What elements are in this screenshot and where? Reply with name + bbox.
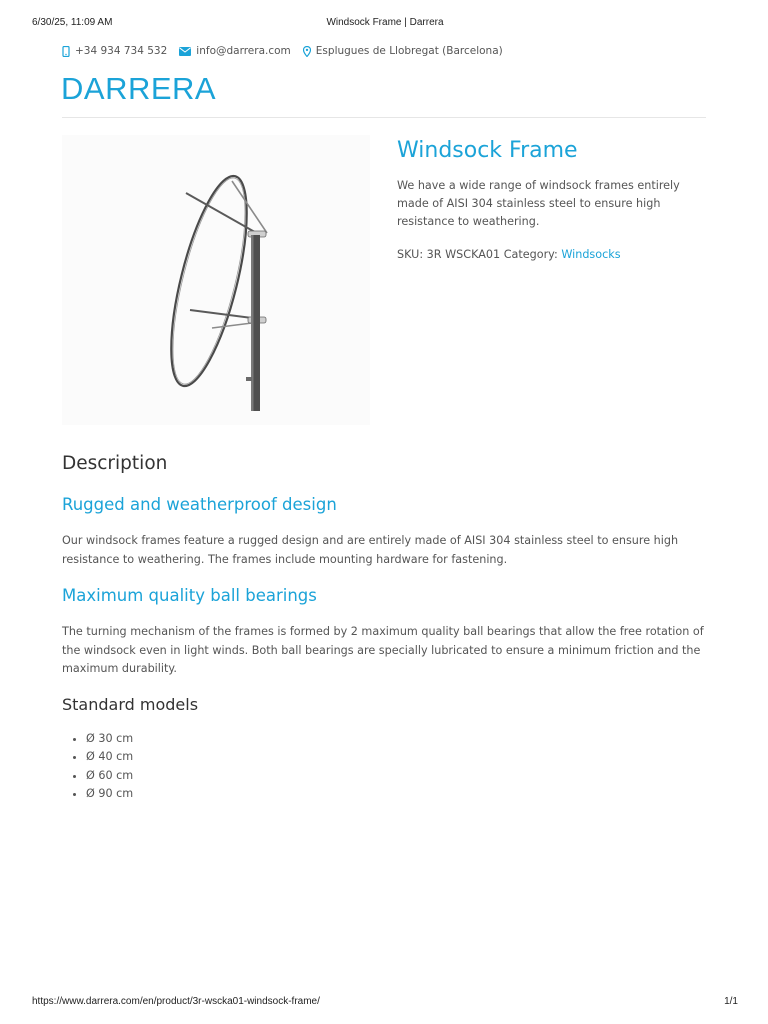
sku-value: 3R WSCKA01	[426, 248, 501, 261]
product-short-description: We have a wide range of windsock frames entirely made of AISI 304 stainless steel to ensure high resistance to weathering.	[397, 179, 680, 228]
product-summary	[397, 137, 709, 263]
map-marker-icon	[303, 46, 311, 57]
product-meta	[397, 247, 709, 263]
product-image[interactable]	[62, 135, 370, 425]
contact-bar	[62, 43, 515, 59]
print-footer	[32, 996, 738, 1010]
list-item: • Ø 60 cm	[86, 767, 708, 786]
standard-models-heading: Standard models	[62, 694, 199, 714]
print-title: Windsock Frame | Darrera	[326, 17, 444, 28]
sku-label: SKU:	[397, 248, 424, 261]
windsock-frame-image	[62, 135, 370, 425]
brand-logo[interactable]: DARRERA	[61, 71, 217, 106]
print-header	[32, 17, 738, 31]
product-title: Windsock Frame	[397, 138, 578, 163]
phone-number[interactable]: +34 934 734 532	[75, 45, 168, 57]
print-date: 6/30/25, 11:09 AM	[32, 17, 113, 28]
category-label: Category:	[503, 248, 558, 261]
mobile-phone-icon	[62, 46, 70, 57]
section-text-rugged: Our windsock frames feature a rugged design and are entirely made of AISI 304 stainless steel to ensure high resistance to weathering. The frames include mounting hardware for fastening.	[62, 534, 679, 566]
envelope-icon	[179, 47, 191, 56]
standard-models-list	[62, 730, 708, 804]
section-text-bearings: The turning mechanism of the frames is formed by 2 maximum quality ball bearings that allow the free rotation of the windsock even in light winds. Both ball bearings are specially lubricated to ensure a minimum friction and the maximum durability.	[62, 625, 704, 675]
contact-location	[303, 45, 503, 57]
contact-email[interactable]	[179, 45, 291, 57]
section-heading-rugged: Rugged and weatherproof design	[62, 495, 337, 514]
contact-phone[interactable]	[62, 45, 167, 57]
print-url: https://www.darrera.com/en/product/3r-wscka01-windsock-frame/	[32, 996, 320, 1007]
category-link[interactable]: Windsocks	[561, 248, 621, 261]
list-item: • Ø 30 cm	[86, 730, 708, 749]
description-section	[62, 452, 708, 804]
section-heading-bearings: Maximum quality ball bearings	[62, 586, 317, 605]
header-divider	[62, 117, 706, 118]
list-item: • Ø 40 cm	[86, 748, 708, 767]
description-heading: Description	[62, 453, 168, 474]
location-text: Esplugues de Llobregat (Barcelona)	[315, 45, 503, 57]
print-page-count: 1/1	[724, 996, 738, 1007]
email-link[interactable]: info@darrera.com	[196, 45, 291, 57]
list-item: • Ø 90 cm	[86, 785, 708, 804]
